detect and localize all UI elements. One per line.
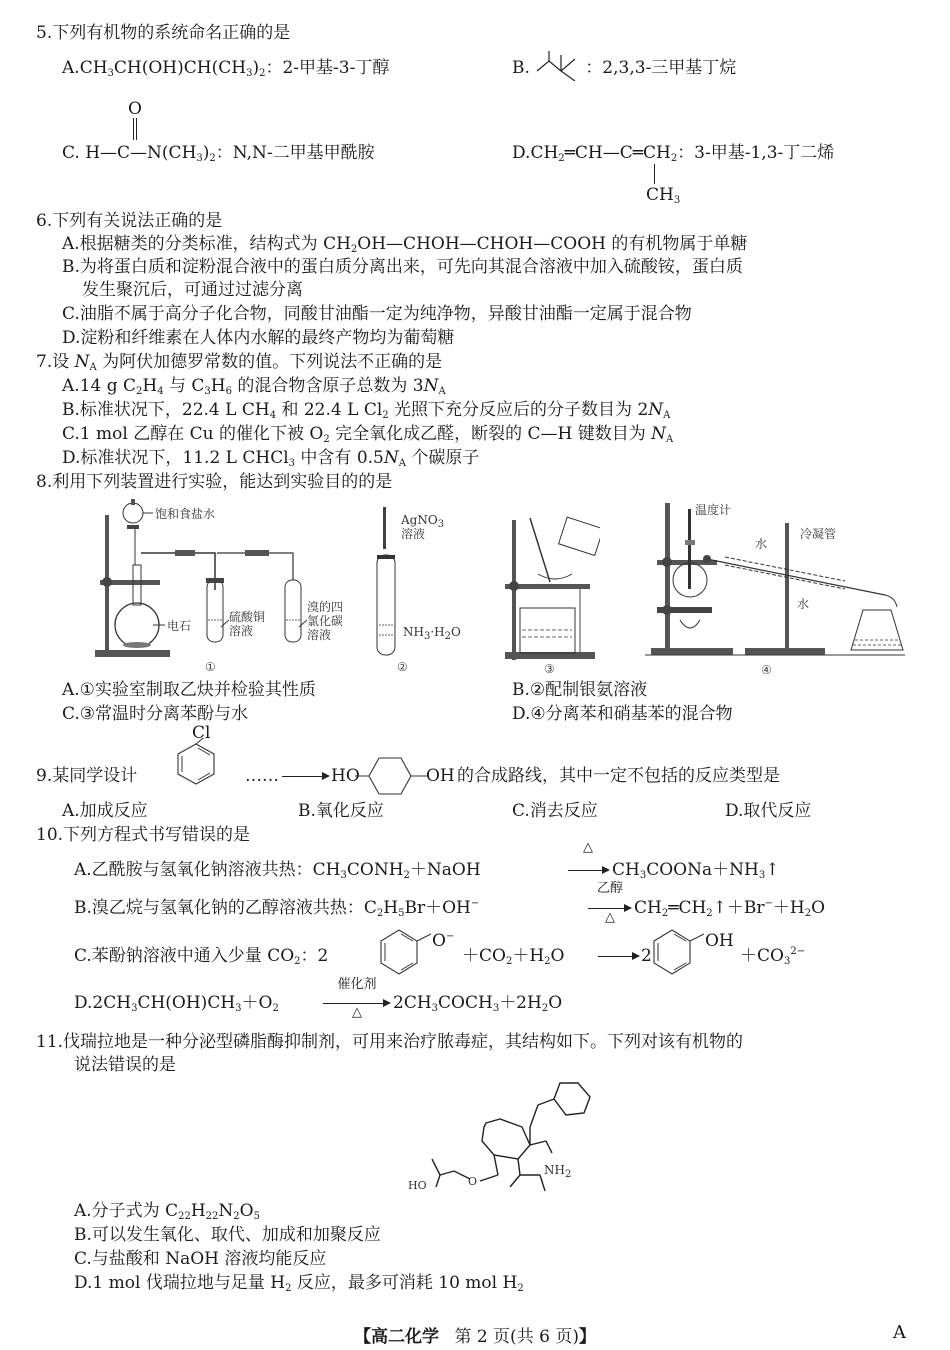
paper-version: A xyxy=(893,1322,906,1343)
q6-option-b-line2: 发生聚沉后，可通过过滤分离 xyxy=(82,280,303,300)
apparatus-figure-4 xyxy=(645,495,905,677)
q8-option-d: D.④分离苯和硝基苯的混合物 xyxy=(512,704,733,724)
question-10-stem: 10.下列方程式书写错误的是 xyxy=(36,825,251,845)
figure-caption: ④ xyxy=(761,663,772,677)
q5-option-d xyxy=(512,142,834,164)
option-label: A. xyxy=(62,58,80,78)
label-water-in: 水 xyxy=(797,597,810,611)
footer-page-number: 第 2 页(共 6 页) xyxy=(454,1327,579,1347)
label-bromine-ccl4: 溴的四氯化碳溶液 xyxy=(307,600,344,642)
q7-option-d: D.标准状况下，11.2 L CHCl$_3$ 中含有 $0.5N_A$ 个碳原子 xyxy=(62,448,480,469)
varespladib-structure-icon xyxy=(400,1075,610,1200)
iupac-name: ：N,N-二甲基甲酰胺 xyxy=(215,143,375,163)
q8-option-a: A.①实验室制取乙炔并检验其性质 xyxy=(62,680,316,700)
q7-option-b: B.标准状况下，22.4 L $CH_4$ 和 22.4 L $Cl_2$ 光照下充分反应后的分子数目为 $2N_A$ xyxy=(62,400,671,421)
q9-option-b: B.氧化反应 xyxy=(298,801,384,821)
reaction-arrow-icon xyxy=(568,870,604,871)
iupac-name: ：2-甲基-3-丁醇 xyxy=(265,58,390,78)
q11-option-c: C.与盐酸和 NaOH 溶液均能反应 xyxy=(74,1249,327,1269)
reaction-arrow-icon xyxy=(323,1003,385,1004)
iupac-name: ：3-甲基-1,3-丁二烯 xyxy=(677,143,835,163)
q10-d-products: $2CH_3COCH_3+2H_2O$ xyxy=(393,993,563,1014)
q10-b-products: $CH_2═CH_2↑+Br^-+H_2O$ xyxy=(634,898,826,919)
cyclohexane-diol-structure-icon xyxy=(355,752,430,802)
q9-option-d: D.取代反应 xyxy=(725,801,812,821)
label-ether-o: O xyxy=(468,1175,478,1188)
label-nh2: $NH_2$ xyxy=(544,1163,572,1180)
q10-a-products: $CH_3COONa+NH_3↑$ xyxy=(612,860,780,881)
label-saturated-brine: 饱和食盐水 xyxy=(155,507,216,521)
q11-option-d: D.1 mol 伐瑞拉地与足量 $H_2$ 反应，最多可消耗 10 mol $H_2$ xyxy=(74,1273,524,1294)
question-6-stem: 6.下列有关说法正确的是 xyxy=(36,211,223,231)
branch-bond xyxy=(654,164,655,184)
double-bond-line xyxy=(133,118,137,140)
reaction-condition-top: 乙醇 xyxy=(596,881,623,896)
q10-option-b: B.溴乙烷与氢氧化钠的乙醇溶液共热：$C_2H_5Br+OH^-$ xyxy=(74,898,480,919)
q6-option-b-line1: B.为将蛋白质和淀粉混合液中的蛋白质分离出来，可先向其混合溶液中加入硫酸铵，蛋白质 xyxy=(62,257,743,277)
arrowhead-icon xyxy=(632,952,640,960)
q9-option-a: A.加成反应 xyxy=(62,801,148,821)
q7-option-a: A.14 g $C_2H_4$ 与 $C_3H_6$ 的混合物含原子总数为 $3N_A$ xyxy=(62,376,446,397)
label-calcium-carbide: 电石 xyxy=(167,619,192,633)
label-silver-nitrate: AgNO$_3$溶液 xyxy=(401,513,445,541)
q10-c-carbonate: $+CO_3^{2-}$ xyxy=(740,946,806,967)
q9-option-c: C.消去反应 xyxy=(512,801,598,821)
question-7-stem: 7.设 $N_A$ 为阿伏加德罗常数的值。下列说法不正确的是 xyxy=(36,352,443,373)
carbonyl-oxygen: O xyxy=(128,99,142,119)
q11-option-b: B.可以发生氧化、取代、加成和加聚反应 xyxy=(74,1225,381,1245)
iupac-name: ：2,3,3-三甲基丁烷 xyxy=(585,58,737,78)
methyl-branch: $CH_3$ xyxy=(646,185,681,206)
formula: $H—C—N(CH_3)_2$ xyxy=(85,143,216,164)
phenoxide-o-minus: O− xyxy=(432,931,455,951)
label-condenser: 冷凝管 xyxy=(800,527,837,541)
label-ho: HO xyxy=(408,1179,427,1192)
formula: $CH_2═CH—C═CH_2$ xyxy=(530,143,678,164)
apparatus-figure-2 xyxy=(375,505,461,674)
formula: $CH_3CH(OH)CH(CH_3)_2$ xyxy=(79,58,266,79)
q5-option-c xyxy=(62,142,375,164)
product-ho: HO xyxy=(331,766,360,786)
question-9-stem-suffix: 的合成路线，其中一定不包括的反应类型是 xyxy=(457,766,780,786)
q10-option-c: C.苯酚钠溶液中通入少量 $CO_2$：2 xyxy=(74,946,329,967)
footer-open-bracket: 【 xyxy=(354,1327,372,1347)
question-8-stem: 8.利用下列装置进行实验，能达到实验目的的是 xyxy=(36,472,393,492)
q10-option-d: $D.2CH_3CH(OH)CH_3+O_2$ xyxy=(74,993,279,1014)
question-11-stem-line2: 说法错误的是 xyxy=(74,1055,176,1075)
reaction-condition-top: 催化剂 xyxy=(337,977,377,992)
label-thermometer: 温度计 xyxy=(695,503,732,517)
footer-subject: 高二化学 xyxy=(371,1327,440,1347)
skeletal-structure-icon xyxy=(535,59,585,83)
q5-option-b xyxy=(512,57,736,83)
arrowhead-icon xyxy=(602,866,610,874)
q6-option-d: D.淀粉和纤维素在人体内水解的最终产物均为葡萄糖 xyxy=(62,328,455,348)
option-label: B. xyxy=(512,58,530,78)
figure-caption: ② xyxy=(397,660,408,674)
product-oh: OH xyxy=(426,766,455,786)
apparatus-figure-1 xyxy=(95,495,344,674)
label-copper-sulfate: 硫酸铜溶液 xyxy=(229,610,266,638)
chlorobenzene-structure-icon xyxy=(158,738,218,798)
question-5-stem: 5.下列有机物的系统命名正确的是 xyxy=(36,23,291,43)
reaction-condition-bottom: △ xyxy=(352,1005,362,1020)
reaction-condition: △ xyxy=(583,840,593,855)
apparatus-figure-3 xyxy=(500,500,600,676)
q10-c-coefficient: 2 xyxy=(641,946,652,966)
reaction-arrow-icon xyxy=(588,908,626,909)
option-label: C. xyxy=(62,143,80,163)
reaction-condition-bottom: △ xyxy=(605,910,615,925)
q7-option-c: C.1 mol 乙醇在 Cu 的催化下被 $O_2$ 完全氧化成乙醛，断裂的 C—H 键数目为 $N_A$ xyxy=(62,424,674,445)
question-11-stem-line1: 11.伐瑞拉地是一种分泌型磷脂酶抑制剂，可用来治疗脓毒症，其结构如下。下列对该有机物的 xyxy=(36,1032,744,1052)
question-9-stem-prefix: 9.某同学设计 xyxy=(36,766,138,786)
arrowhead-icon xyxy=(322,772,330,780)
page-footer xyxy=(0,1322,950,1347)
q5-option-a xyxy=(62,57,389,79)
figure-caption: ③ xyxy=(544,662,555,676)
figure-caption: ① xyxy=(205,660,216,674)
q6-option-c: C.油脂不属于高分子化合物，同酸甘油酯一定为纯净物，异酸甘油酯一定属于混合物 xyxy=(62,304,692,324)
chlorine-label: Cl xyxy=(192,723,211,743)
phenol-oh: OH xyxy=(705,931,734,951)
label-ammonia-water: $NH_3\cdot H_2O$ xyxy=(403,625,461,642)
label-water-out: 水 xyxy=(755,537,768,551)
q8-option-b: B.②配制银氨溶液 xyxy=(512,680,648,700)
reaction-arrow-icon xyxy=(282,776,324,777)
q8-option-c: C.③常温时分离苯酚与水 xyxy=(62,704,249,724)
option-label: D. xyxy=(512,143,531,163)
synthesis-dots: …… xyxy=(245,766,279,786)
q11-option-a: A.分子式为 $C_{22}H_{22}N_2O_5$ xyxy=(74,1201,260,1222)
q10-c-reactants: $+CO_2+H_2O$ xyxy=(462,946,565,967)
reaction-arrow-icon xyxy=(598,956,634,957)
q6-option-a: A.根据糖类的分类标准，结构式为 $CH_2OH—CHOH—CHOH—COOH$ 的有机物属于单糖 xyxy=(62,234,748,255)
q10-option-a: A.乙酰胺与氢氧化钠溶液共热：$CH_3CONH_2+NaOH$ xyxy=(74,860,481,881)
footer-close-bracket: 】 xyxy=(578,1327,596,1347)
